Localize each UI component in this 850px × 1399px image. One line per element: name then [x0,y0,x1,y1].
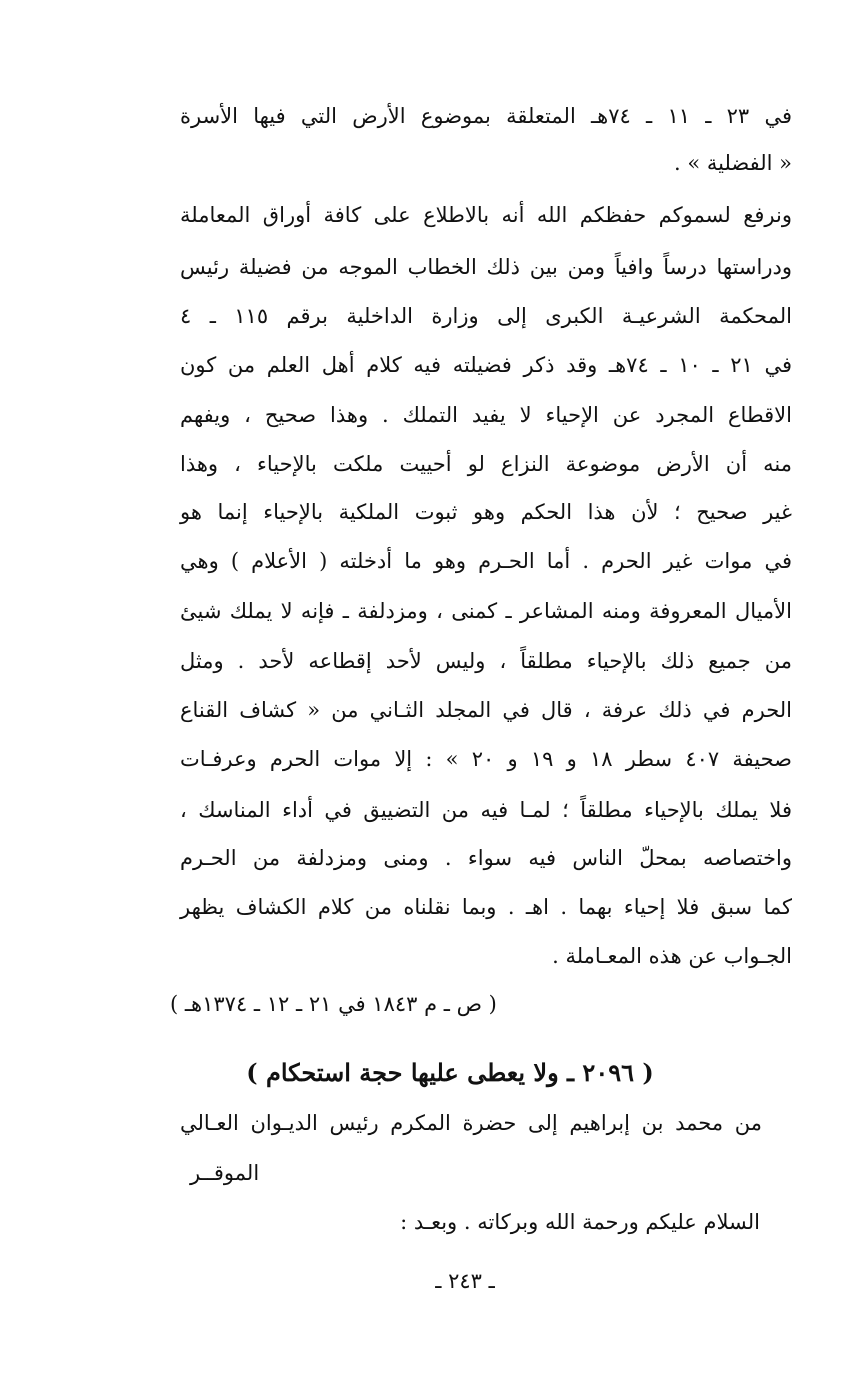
page-number: ـ ٢٤٣ ـ [435,1269,495,1293]
body-line-11: الأميال المعروفة ومنه المشاعر ـ كمنى ، ومزدلفة ـ فإنه لا يملك شيئ [180,599,792,623]
body-line-16: واختصاصه بمحلّ الناس فيه سواء . ومنى ومزدلفة من الحـرم [180,846,792,870]
body-line-9: غير صحيح ؛ لأن هذا الحكم وهو ثبوت الملكية بالإحياء إنما هو [180,500,792,524]
body-line-13: الحرم في ذلك عرفة ، قال في المجلد الثـاني من « كشاف القناع [180,698,792,722]
body-line-1: في ٢٣ ـ ١١ ـ ٧٤هـ المتعلقة بموضوع الأرض التي فيها الأسرة [180,104,792,128]
body-line-5: المحكمة الشرعيـة الكبرى إلى وزارة الداخلية برقم ١١٥ ـ ٤ [180,304,792,328]
source-reference: ( ص ـ م ١٨٤٣ في ٢١ ـ ١٢ ـ ١٣٧٤هـ ) [170,992,497,1016]
body-line-15: فلا يملك بالإحياء مطلقاً ؛ لمـا فيه من التضييق في أداء المناسك ، [180,798,792,822]
body-line-10: في موات غير الحرم . أما الحـرم وهو ما أدخلته ( الأعلام ) وهي [180,549,792,573]
body-line-12: من جميع ذلك بالإحياء مطلقاً ، وليس لأحد إقطاعه لأحد . ومثل [180,649,792,673]
body-line-7: الاقطاع المجرد عن الإحياء لا يفيد التملك . وهذا صحيح ، ويفهم [180,403,792,427]
letter-line-2: الموقــر [190,1161,260,1185]
body-line-2: « الفضلية » . [673,151,792,175]
greeting-line: السلام عليكم ورحمة الله وبركاته . وبعـد : [400,1210,760,1234]
body-line-6: في ٢١ ـ ١٠ ـ ٧٤هـ وقد ذكر فضيلته فيه كلام أهل العلم من كون [180,353,792,377]
body-line-4: ودراستها درساً وافياً ومن بين ذلك الخطاب الموجه من فضيلة رئيس [180,255,792,279]
body-line-8: منه أن الأرض موضوعة النزاع لو أحييت ملكت بالإحياء ، وهذا [180,452,792,476]
letter-line-1: من محمد بن إبراهيم إلى حضرة المكرم رئيس الديـوان العـالي [180,1111,762,1135]
body-line-17: كما سبق فلا إحياء بهما . اهـ . وبما نقلناه من كلام الكشاف يظهر [180,895,792,919]
body-line-3: ونرفع لسموكم حفظكم الله أنه بالاطلاع على كافة أوراق المعاملة [180,203,792,227]
section-heading: ( ٢٠٩٦ ـ ولا يعطى عليها حجة استحكام ) [246,1058,654,1087]
body-line-18: الجـواب عن هذه المعـاملة . [552,944,792,968]
body-line-14: صحيفة ٤٠٧ سطر ١٨ و ١٩ و ٢٠ » : إلا موات الحرم وعرفـات [180,747,792,771]
